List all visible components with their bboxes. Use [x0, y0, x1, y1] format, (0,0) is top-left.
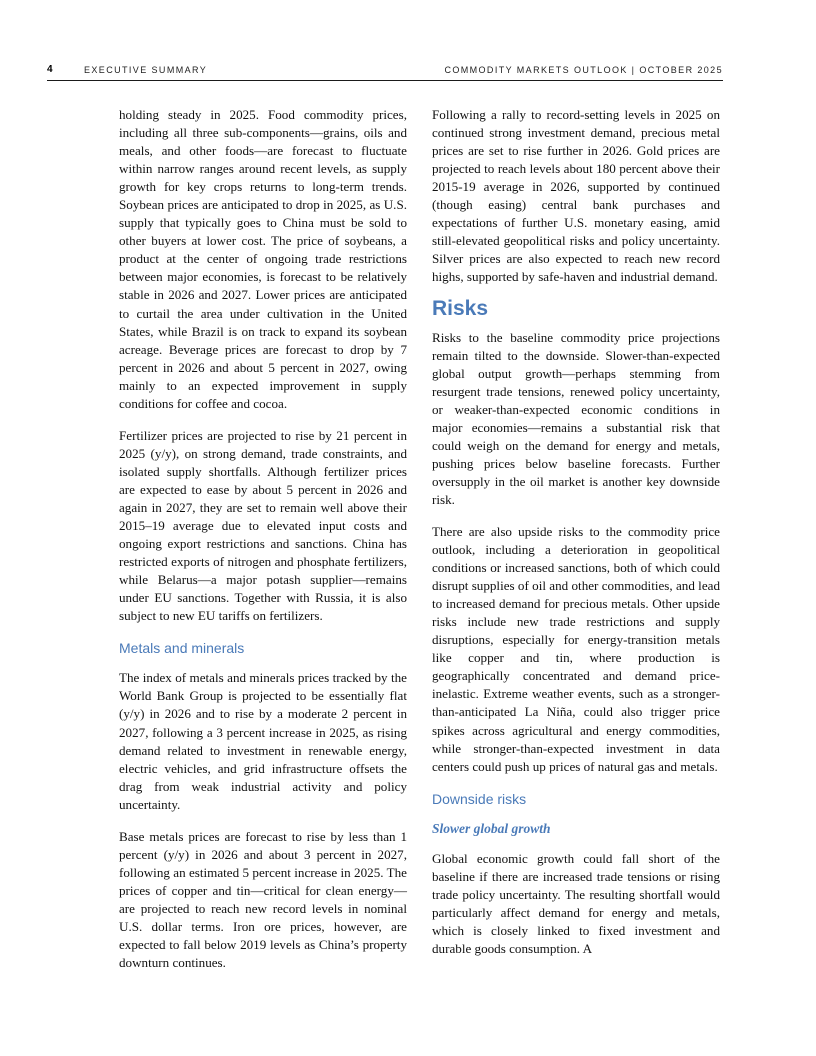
paragraph-slower-growth: Global economic growth could fall short of the baseline if there are increased trade tensions or rising trade policy uncertainty. The resulting shortfall would particularly affect demand for energy and metals, which is closely linked to fixed investment and durable goods consumption. A	[432, 850, 720, 956]
paragraph-fertilizer: Fertilizer prices are projected to rise by 21 percent in 2025 (y/y), on strong demand, trade constraints, and isolated supply shortfalls. Although fertilizer prices are expected to ease by about 5 percent in 2026 and again in 2027, they are set to remain well above their 2015–19 average due to elevated input costs and ongoing export restrictions and sanctions. China has restricted exports of nitrogen and phosphate fertilizers, while Belarus—a major potash supplier—remains under EU sanctions. Together with Russia, it is also subject to new EU tariffs on fertilizers.	[119, 427, 407, 624]
paragraph-base-metals: Base metals prices are forecast to rise by less than 1 percent (y/y) in 2026 and about 3 percent in 2027, following an estimated 5 percent increase in 2025. The prices of copper and tin—critical for clean energy—are projected to reach new record levels in nominal U.S. dollar terms. Iron ore prices, however, are expected to fall below 2019 levels as China’s property downturn continues.	[119, 828, 407, 971]
paragraph-risks-baseline: Risks to the baseline commodity price projections remain tilted to the downside. Slower-than-expected global output growth—perhaps stemming from resurgent trade tensions, renewed policy uncertainty, or weaker-than-expected economic conditions in major economies—remains a substantial risk that could weigh on the demand for energy and metals, pushing prices below baseline forecasts. Further oversupply in the oil market is another key downside risk.	[432, 329, 720, 507]
heading-risks: Risks	[432, 297, 489, 321]
paragraph-metals-index: The index of metals and minerals prices tracked by the World Bank Group is projected to be essentially flat (y/y) in 2026 and to rise by a moderate 2 percent in 2027, following a 3 percent increase in 2025, as rising demand related to investment in renewable energy, electric vehicles, and grid infrastructure offsets the drag from weak industrial activity and policy uncertainty.	[119, 670, 407, 812]
report-title: COMMODITY MARKETS OUTLOOK | OCTOBER 2025	[444, 65, 723, 75]
heading-metals-and-minerals: Metals and minerals	[119, 640, 245, 657]
heading-downside-risks: Downside risks	[432, 790, 527, 807]
page-header	[47, 64, 723, 81]
heading-slower-global-growth: Slower global growth	[432, 820, 551, 836]
paragraph-precious-metals: Following a rally to record-setting levels in 2025 on continued strong investment demand, precious metal prices are set to rise further in 2026. Gold prices are projected to reach levels about 180 percent above their 2015-19 average in 2026, supported by continued (though easing) central bank purchases and expectations of further U.S. monetary easing, amid still-elevated geopolitical risks and policy uncertainty. Silver prices are also expected to reach new record highs, supported by safe-haven and industrial demand.	[432, 107, 720, 285]
left-column	[119, 106, 407, 986]
section-title: EXECUTIVE SUMMARY	[84, 65, 208, 75]
paragraph-food-prices: holding steady in 2025. Food commodity prices, including all three sub-components—grains, oils and meals, and other foods—are forecast to fluctuate within narrow ranges around recent levels, as supply growth for key crops returns to long-term trends. Soybean prices are anticipated to drop in 2025, as U.S. supply that typically goes to China must be sold to other buyers at lower cost. The price of soybeans, a product at the center of ongoing trade restrictions between major economies, is forecast to be relatively stable in 2026 and 2027. Lower prices are anticipated to curtail the area under cultivation in the United States, while Brazil is on track to expand its soybean acreage. Beverage prices are forecast to drop by 7 percent in 2026 and about 5 percent in 2027, owing mainly to an expected improvement in supply conditions for coffee and cocoa.	[119, 107, 407, 411]
page-number: 4	[47, 64, 53, 75]
right-column	[432, 106, 720, 972]
paragraph-upside-risks: There are also upside risks to the commodity price outlook, including a deterioration in geopolitical conditions or increased sanctions, both of which could disrupt supplies of oil and other commodities, and lead to increased demand for precious metals. Other upside risks include new trade restrictions and supply disruptions, especially for energy-transition metals like copper and tin, where production is geographically concentrated and demand price-inelastic. Extreme weather events, such as a stronger-than-anticipated La Niña, could also trigger price spikes across agricultural and energy commodities, while stronger-than-expected investment in data centers could push up prices of natural gas and metals.	[432, 523, 720, 774]
